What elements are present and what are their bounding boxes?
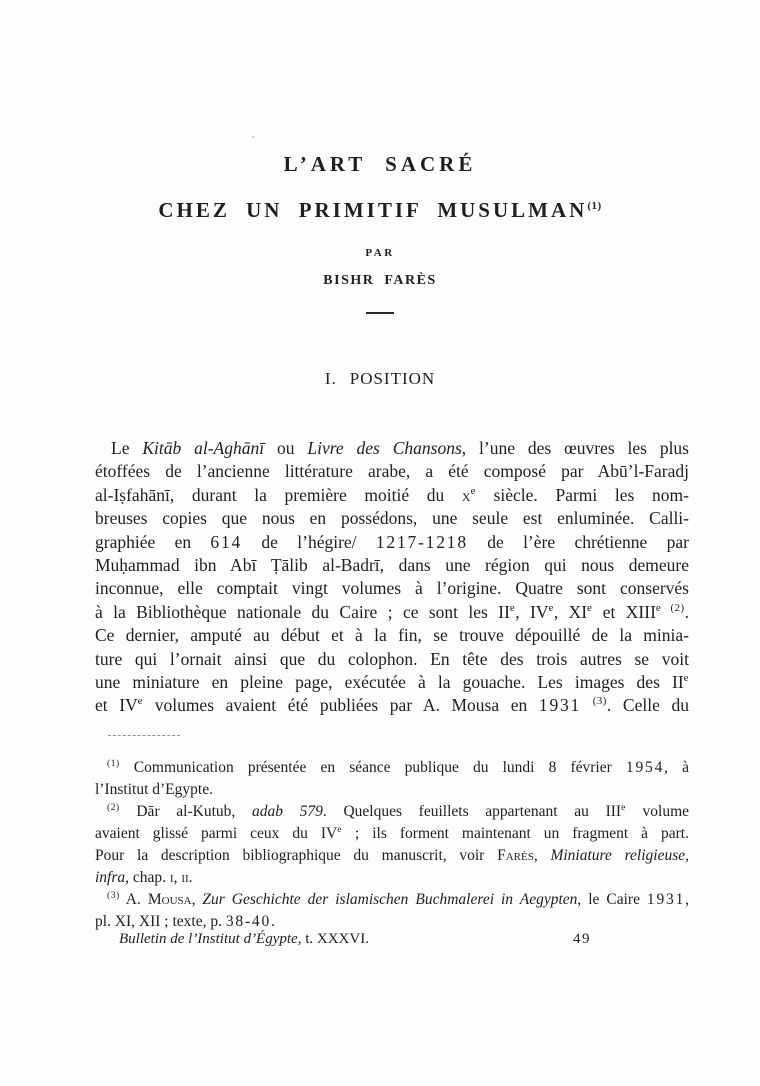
body-paragraph: [95, 437, 689, 718]
text-line: infra, chap. i, ii.: [95, 869, 193, 886]
footnotes-block: [95, 757, 689, 933]
text-line: inconnue, elle comptait vingt volumes à l’origine. Quatre sont conservés: [95, 578, 689, 599]
article-title-line2: [95, 198, 665, 223]
article-title-line1: L’ART SACRÉ: [283, 152, 477, 176]
page-footer: [95, 931, 689, 948]
section-title: POSITION: [349, 369, 436, 388]
text-line: ture qui l’ornait ainsi que du colophon. En tête des trois autres se voit: [95, 648, 689, 669]
article-title-text: CHEZ UN PRIMITIF MUSULMAN: [158, 198, 588, 222]
text-line: $^{(2)}$ Dār al-Kutub, adab 579. Quelques feuillets appartenant au IIIe volume: [107, 801, 690, 820]
text-line: Bulletin de l’Institut d’Égypte, t. XXXVI.: [119, 931, 369, 947]
article-header: [95, 152, 665, 314]
page-number: 49: [573, 931, 591, 947]
text-line: Muḥammad ibn Abī Ṭālib al-Badrī, dans une région qui nous demeure: [95, 555, 689, 576]
text-line: et IVe volumes avaient été publiées par A. Mousa en 1931 $^{(3)}$. Celle du: [95, 695, 689, 716]
text-line: pl. XI, XII ; texte, p. 38-40.: [95, 913, 275, 930]
journal-citation: [95, 931, 369, 948]
byline-label: PAR: [365, 247, 395, 259]
title-footnote-ref: (1): [587, 200, 602, 212]
text-line: avaient glissé parmi ceux du IVe ; ils forment maintenant un fragment à part.: [95, 823, 689, 842]
text-line: $^{(3)}$ A. Mousa, Zur Geschichte der islamischen Buchmalerei in Aegypten, le Caire 1931,: [107, 889, 689, 908]
text-line: breuses copies que nous en possédons, une seule est enluminée. Calli-: [95, 508, 689, 529]
text-line: l’Institut d’Egypte.: [95, 781, 213, 798]
section-heading: [95, 369, 665, 389]
ornament-rule: [366, 312, 394, 314]
section-number: I.: [324, 369, 337, 388]
text-line: une miniature en pleine page, exécutée à la gouache. Les images des IIe: [95, 672, 689, 693]
text-line: étoffées de l’ancienne littérature arabe, a été composé par Abū’l-Faradj: [95, 461, 689, 482]
footnote-separator: [108, 735, 180, 736]
text-line: $^{(1)}$ Communication présentée en séance publique du lundi 8 février 1954, à: [107, 757, 690, 776]
text-line: al-Iṣfahānī, durant la première moitié du $x^e$ siècle. Parmi les nom-: [95, 484, 689, 505]
text-line: à la Bibliothèque nationale du Caire ; ce sont les IIe, IVe, XIe et $XIII^{e (2)}$.: [95, 601, 689, 622]
author-name: BISHR FARÈS: [323, 273, 437, 288]
text-line: Ce dernier, amputé au début et à la fin, se trouve dépouillé de la minia-: [95, 625, 689, 646]
text-line: Pour la description bibliographique du manuscrit, voir Farès, Miniature religieuse,: [95, 847, 690, 864]
scan-speck: [252, 136, 254, 138]
text-line: Le Kitāb al-Aghānī ou Livre des Chansons, l’une des œuvres les plus: [111, 438, 689, 458]
text-line: graphiée en 614 de l’hégire/ 1217-1218 de l’ère chrétienne par: [95, 531, 689, 552]
